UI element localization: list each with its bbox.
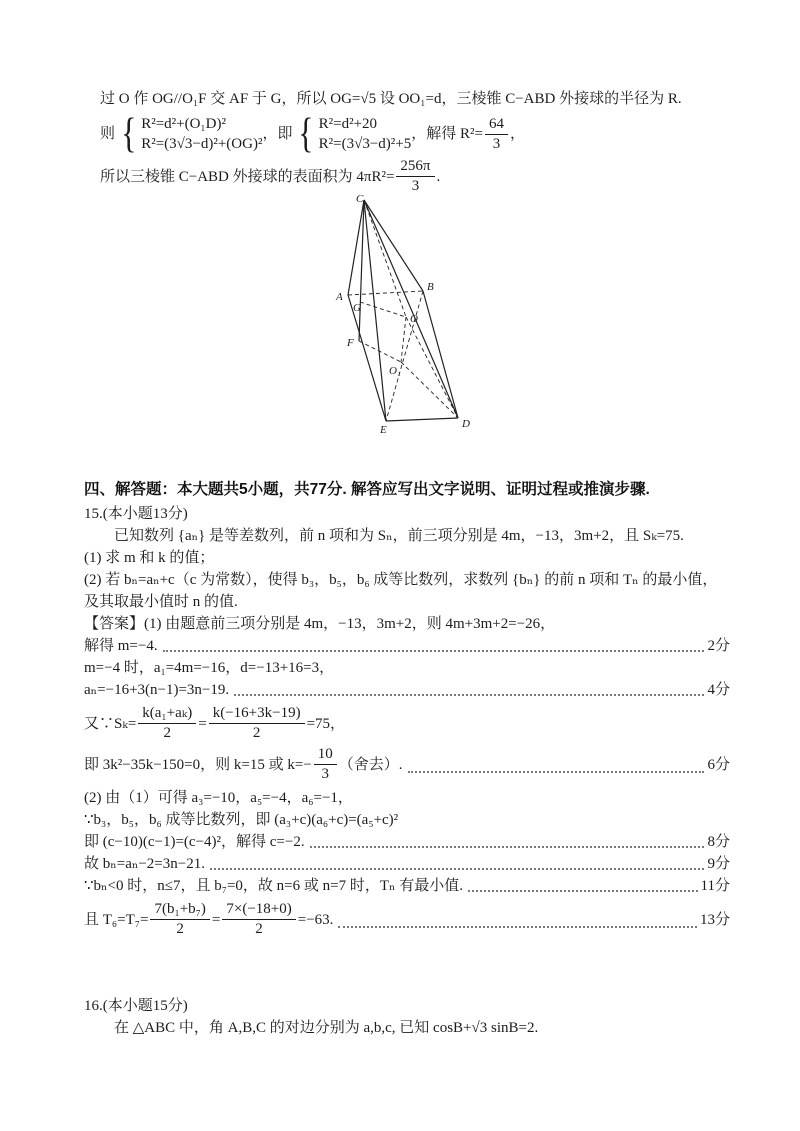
answer-line: ∵b₃，b₅，b₆ 成等比数列，即 (a₃+c)(a₆+c)=(a₅+c)²	[84, 812, 399, 828]
answer-text: ∵bₙ<0 时，n≤7，且 b₇=0，故 n=6 或 n=7 时，Tₙ 有最小值.	[84, 878, 463, 894]
dotted-leader	[210, 868, 705, 870]
answer-line: m=−4 时，a₁=4m=−16，d=−13+16=3，	[84, 660, 335, 676]
figure-edge	[364, 200, 423, 291]
fraction-numerator: 7×(−18+0)	[222, 901, 295, 920]
figure-edge	[348, 291, 423, 295]
surface-area-row	[84, 158, 730, 195]
score-label: 2分	[707, 638, 730, 654]
figure-point-label: O	[410, 313, 418, 325]
system-tail: ，解得 R²=	[411, 126, 483, 142]
fraction-numerator: 10	[314, 746, 337, 765]
top-solution-block	[84, 88, 730, 199]
section-heading: 四、解答题：本大题共5小题，共77分. 解答应写出文字说明、证明过程或推演步骤.	[84, 481, 650, 498]
figure-edge	[386, 291, 423, 421]
dotted-leader	[163, 650, 705, 652]
figure-edge	[406, 317, 458, 418]
equation: R²=(3√3−d)²+5	[318, 136, 412, 152]
score-label: 11分	[700, 878, 730, 894]
figure-point-label: D	[462, 418, 470, 430]
answer-line-scored	[84, 853, 730, 875]
answer-text: 即 3k²−35k−150=0，则 k=15 或 k=−	[84, 756, 312, 773]
dotted-leader	[468, 890, 698, 892]
answer-text: （舍去）.	[338, 756, 403, 773]
score-label: 6分	[707, 756, 730, 773]
score-label: 9分	[707, 856, 730, 872]
dotted-leader	[310, 846, 705, 848]
geometry-figure	[296, 192, 501, 442]
answer-text: 又∵Sₖ=	[84, 715, 137, 732]
figure-point-label: B	[427, 281, 434, 293]
equation: R²=d²+(O₁D)²	[141, 116, 226, 132]
fraction	[485, 116, 508, 153]
fraction-denominator: 2	[176, 921, 184, 937]
answer-text: 故 bₙ=aₙ−2=3n−21.	[84, 856, 205, 872]
dotted-leader	[234, 694, 704, 696]
answer-line: 【答案】(1) 由题意前三项分别是 4m，−13，3m+2，则 4m+3m+2=−26，	[84, 616, 556, 632]
answer-text: =75，	[306, 715, 346, 732]
fraction-numerator: 64	[485, 116, 508, 135]
fraction	[314, 746, 337, 783]
figure-edge	[401, 362, 458, 418]
system-prefix: 则	[100, 126, 116, 142]
answer-text: 且 T₆=T₇=	[84, 911, 149, 928]
fraction-numerator: k(−16+3k−19)	[209, 705, 305, 724]
fraction	[138, 705, 196, 742]
answer-text: aₙ=−16+3(n−1)=3n−19.	[84, 682, 230, 698]
problem-number: 16.(本小题15分)	[84, 998, 188, 1014]
problem-intro: 已知数列 {aₙ} 是等差数列，前 n 项和为 Sₙ，前三项分别是 4m，−13，3m+2，且 Sₖ=75.	[114, 528, 684, 544]
system-mid: ，即	[262, 126, 293, 142]
dotted-leader	[338, 926, 697, 928]
equation-system-2	[319, 114, 412, 154]
figure-edge	[401, 317, 406, 362]
solution-line	[84, 88, 730, 110]
answer-line-scored	[84, 831, 730, 853]
fraction	[150, 901, 209, 938]
figure-point-label: G	[353, 302, 361, 314]
figure-edge	[386, 418, 458, 421]
answer-text: 即 (c−10)(c−1)=(c−4)²，解得 c=−2.	[84, 834, 305, 850]
figure-point-label: F	[347, 337, 354, 349]
equation: R²=d²+20	[318, 116, 378, 132]
problem15-block	[84, 503, 730, 942]
k-solution-row	[84, 746, 730, 783]
fraction-denominator: 2	[163, 725, 172, 741]
fraction	[222, 901, 295, 938]
figure-edge	[423, 291, 458, 418]
score-label: 8分	[707, 834, 730, 850]
figure-edge	[364, 200, 458, 418]
equation-system-row: 则 { R²=d²+(O₁D)² R²=(3√3−d)²+(OG)² ，即 { R²=d²+20 R²=(3√3−d)²+5 ，解得 R²= $\frac{64}{3}$ ，	[100, 111, 525, 157]
answer-line: (2) 由（1）可得 a₃=−10，a₅=−4，a₆=−1，	[84, 790, 353, 806]
t-minimum-row	[84, 901, 730, 938]
question-part2: (2) 若 bₙ=aₙ+c（c 为常数），使得 b₃，b₅，b₆ 成等比数列，求数列 {bₙ} 的前 n 项和 Tₙ 的最小值，	[84, 572, 718, 588]
fraction-numerator: 256π	[396, 158, 434, 177]
tetrahedron-diagram	[296, 192, 501, 442]
problem-number: 15.(本小题13分)	[84, 506, 188, 522]
fraction	[209, 705, 305, 742]
figure-edge	[364, 200, 386, 421]
problem-intro: 在 △ABC 中，角 A,B,C 的对边分别为 a,b,c, 已知 cosB+√3 sinB=2.	[114, 1020, 539, 1036]
fraction-numerator: k(a₁+aₖ)	[138, 705, 196, 724]
solution-text: 所以三棱锥 C−ABD 外接球的表面积为 4πR²=	[100, 168, 395, 185]
fraction	[396, 158, 434, 195]
solution-text: 过 O 作 OG//O₁F 交 AF 于 G，所以 OG=√5 设 OO₁=d，三棱锥 C−ABD 外接球的半径为 R.	[100, 91, 682, 107]
sk-equation-row	[84, 705, 730, 742]
equation: R²=(3√3−d)²+(OG)²	[141, 136, 263, 152]
fraction-denominator: 2	[252, 725, 261, 741]
equals-sign: =	[198, 715, 207, 732]
system-tail2: ，	[509, 126, 525, 142]
equals-sign: =	[211, 911, 221, 928]
fraction-numerator: 7(b₁+b₇)	[150, 901, 209, 920]
answer-text: 解得 m=−4.	[84, 638, 158, 654]
solution-text: .	[436, 168, 441, 185]
dotted-leader	[408, 771, 705, 773]
question-part2-cont: 及其取最小值时 n 的值.	[84, 594, 238, 610]
fraction-denominator: 3	[492, 135, 501, 152]
figure-point-label: A	[336, 291, 343, 303]
answer-text: =−63.	[297, 911, 334, 928]
score-label: 13分	[699, 911, 730, 928]
figure-point-label: O₁	[389, 365, 401, 377]
fraction-denominator: 2	[255, 921, 263, 937]
figure-edge	[360, 302, 406, 317]
figure-edge	[359, 200, 364, 341]
fraction-denominator: 3	[411, 178, 420, 194]
question-part1: (1) 求 m 和 k 的值；	[84, 550, 215, 566]
answer-line-scored	[84, 679, 730, 701]
figure-point-label: E	[380, 424, 387, 436]
equation-system-1	[141, 114, 262, 154]
score-label: 4分	[707, 682, 730, 698]
problem16-block	[84, 995, 730, 1039]
figure-point-label: C	[356, 193, 364, 205]
answer-line-scored	[84, 875, 730, 897]
fraction-denominator: 3	[321, 766, 330, 782]
answer-line-scored	[84, 635, 730, 657]
